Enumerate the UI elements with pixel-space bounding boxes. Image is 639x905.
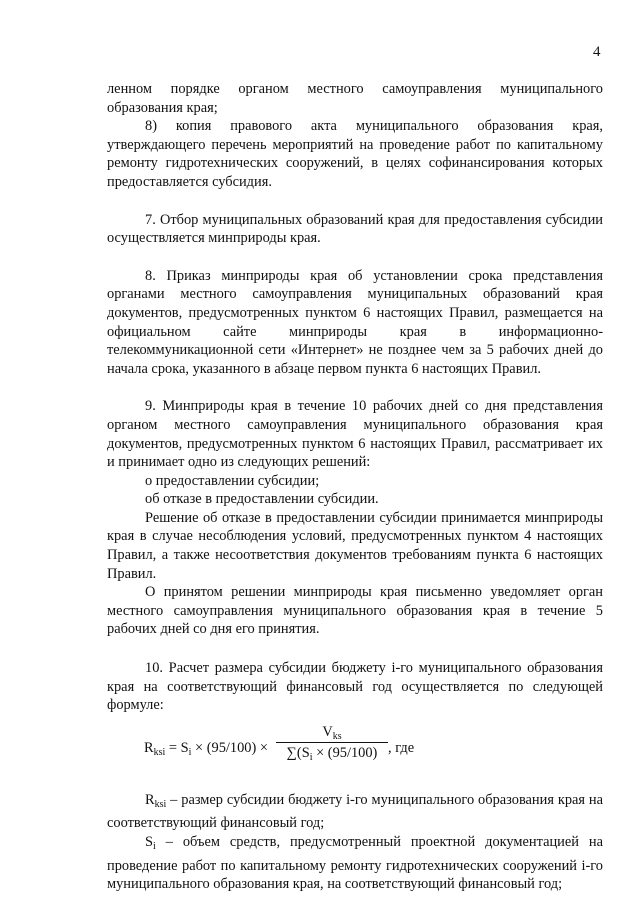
paragraph: ленном порядке органом местного самоуправления муниципального образования края; [107, 81, 603, 116]
paragraph: об отказе в предоставлении субсидии. [145, 491, 379, 508]
formula-numerator: $V_{ks}$ [276, 723, 388, 743]
subsidy-formula [107, 723, 603, 769]
paragraph-item-7: 7. Отбор муниципальных образований края для предоставления субсидии осуществляется минприроды края. [107, 211, 603, 247]
paragraph-item-10: 10. Расчет размера субсидии бюджету i-го муниципального образования края на соответствующий финансовый год осуществляется по следующей формуле: [107, 660, 603, 714]
definition-r: $R_{ksi}$ – размер субсидии бюджету i-го муниципального образования края на соответствующий финансовый год; [107, 791, 603, 832]
paragraph: О принятом решении минприроды края письменно уведомляет орган местного самоуправления муниципального образования края в течение 5 рабочих дней со дня его принятия. [107, 584, 603, 638]
paragraph: Решение об отказе в предоставлении субсидии принимается минприроды края в случае несоблюдения условий, предусмотренных пунктом 4 настоящих Правил, а также несоответствия документов требованиям пункта 6 настоящих Правил. [107, 509, 603, 582]
formula-tail: , где [388, 739, 415, 756]
document-body [107, 80, 603, 894]
paragraph: 8) копия правового акта муниципального образования края, утверждающего перечень мероприятий на проведение работ по капитальному ремонту гидротехнических сооружений, в целях софинансирования которых предоставляется субсидия. [107, 118, 603, 190]
paragraph-item-9: 9. Минприроды края в течение 10 рабочих дней со дня представления органом местного самоуправления муниципального образования края документов, предусмотренных пунктом 6 настоящих Правил, рассматривает их и принимает одно из следующих решений: [107, 398, 603, 471]
formula-denominator: $\sum(S_i \times (95/100)$ [286, 744, 378, 763]
page-number: 4 [593, 44, 601, 60]
definition-s: $S_i$ – объем средств, предусмотренный проектной документацией на проведение работ по капитальному ремонту гидротехнических сооружений i-го муниципального образования края, на соответствующий финансовый год; [107, 834, 603, 893]
formula-fraction [276, 723, 388, 768]
paragraph-item-8: 8. Приказ минприроды края об установлении срока представления органами местного самоуправления муниципальных образований края документов, предусмотренных пунктом 6 настоящих Правил, размещается на официальном сайте минприроды края в информационно-телекоммуникационной сети «Интернет» не позднее чем за 5 рабочих дней до начала срока, указанного в абзаце первом пункта 6 настоящих Правил. [107, 267, 603, 377]
formula-lhs: $R_{ksi} = S_i \times (95/100)$ × [144, 739, 268, 758]
paragraph: о предоставлении субсидии; [145, 472, 320, 489]
